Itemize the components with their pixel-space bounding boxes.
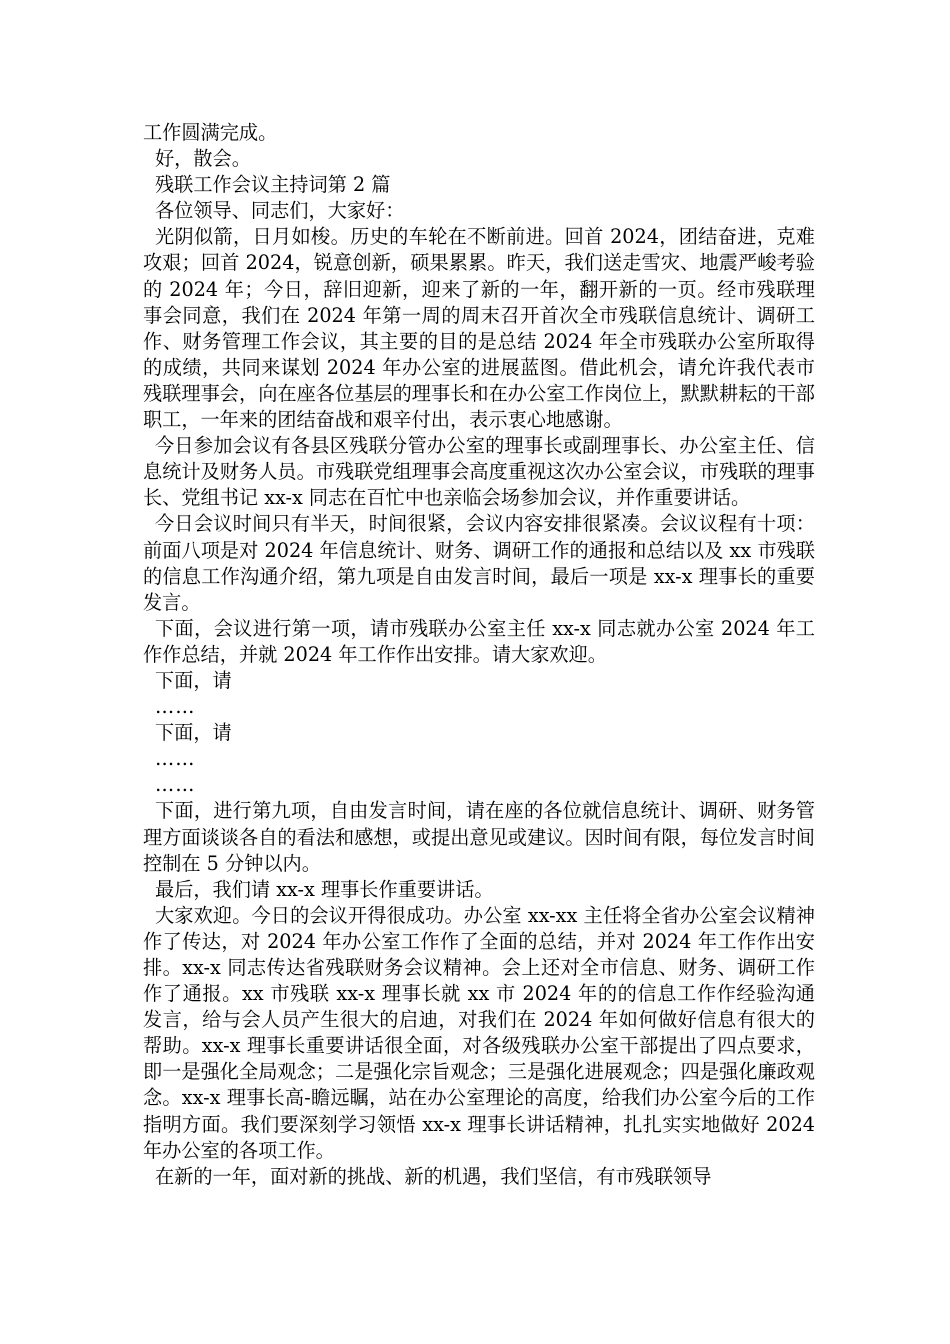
paragraph-item-one: 下面，会议进行第一项，请市残联办公室主任 xx-x 同志就办公室 2024 年工作作总结，并就 2024 年工作作出安排。请大家欢迎。 <box>143 616 815 666</box>
paragraph-opening: 光阴似箭，日月如梭。历史的车轮在不断前进。回首 2024，团结奋进，克难攻艰；回首 2024，锐意创新，硕果累累。昨天，我们送走雪灾、地震严峻考验的 2024 年；今日，辞旧迎新，迎来了新的一年，翻开新的一页。经市残联理事会同意，我们在 2024 年第一周的周末召开首次全市残联信息统计、调研工作、财务管理工作会议，其主要的目的是总结 2024 年全市残联办公室所取得的成绩，共同来谋划 2024 年办公室的进展蓝图。借此机会，请允许我代表市残联理事会，向在座各位基层的理事长和在办公室工作岗位上，默默耕耘的干部职工，一年来的团结奋战和艰辛付出，表示衷心地感谢。 <box>143 225 815 432</box>
section-heading: 残联工作会议主持词第 2 篇 <box>155 173 391 197</box>
ellipsis-line: …… <box>155 747 196 771</box>
paragraph-outlook: 在新的一年，面对新的挑战、新的机遇，我们坚信，有市残联领导 <box>155 1164 712 1188</box>
paragraph-next-speaker: 下面，请 <box>155 668 232 692</box>
paragraph-final-speech: 最后，我们请 xx-x 理事长作重要讲话。 <box>155 877 494 901</box>
paragraph-closing-line: 工作圆满完成。 <box>143 121 278 144</box>
paragraph-next-speaker: 下面，请 <box>155 721 232 745</box>
ellipsis-line: …… <box>155 773 196 797</box>
document-body <box>143 120 815 1190</box>
paragraph-agenda: 今日会议时间只有半天，时间很紧，会议内容安排很紧凑。会议议程有十项：前面八项是对 2024 年信息统计、财务、调研工作的通报和总结以及 xx 市残联的信息工作沟通介绍，第九项是自由发言时间，最后一项是 xx-x 理事长的重要发言。 <box>143 512 815 614</box>
paragraph-attendees: 今日参加会议有各县区残联分管办公室的理事长或副理事长、办公室主任、信息统计及财务人员。市残联党组理事会高度重视这次办公室会议，市残联的理事长、党组书记 xx-x 同志在百忙中也亲临会场参加会议，并作重要讲话。 <box>143 434 815 510</box>
paragraph-summary: 大家欢迎。今日的会议开得很成功。办公室 xx-xx 主任将全省办公室会议精神作了传达，对 2024 年办公室工作作了全面的总结，并对 2024 年工作作出安排。xx-x 同志传达省残联财务会议精神。会上还对全市信息、财务、调研工作作了通报。xx 市残联 xx-x 理事长就 xx 市 2024 年的的信息工作作经验沟通发言，给与会人员产生很大的启迪，对我们在 2024 年如何做好信息有很大的帮助。xx-x 理事长重要讲话很全面，对各级残联办公室干部提出了四点要求，即一是强化全局观念；二是强化宗旨观念；三是强化进展观念；四是强化廉政观念。xx-x 理事长高-瞻远瞩，站在办公室理论的高度，给我们办公室今后的工作指明方面。我们要深刻学习领悟 xx-x 理事长讲话精神，扎扎实实地做好 2024 年办公室的各项工作。 <box>143 903 815 1162</box>
ellipsis-line: …… <box>155 695 196 719</box>
paragraph-adjourn: 好，散会。 <box>155 147 251 171</box>
paragraph-greeting: 各位领导、同志们，大家好： <box>155 199 405 223</box>
paragraph-item-nine: 下面，进行第九项，自由发言时间，请在座的各位就信息统计、调研、财务管理方面谈谈各自的看法和感想，或提出意见或建议。因时间有限，每位发言时间控制在 5 分钟以内。 <box>143 799 815 875</box>
